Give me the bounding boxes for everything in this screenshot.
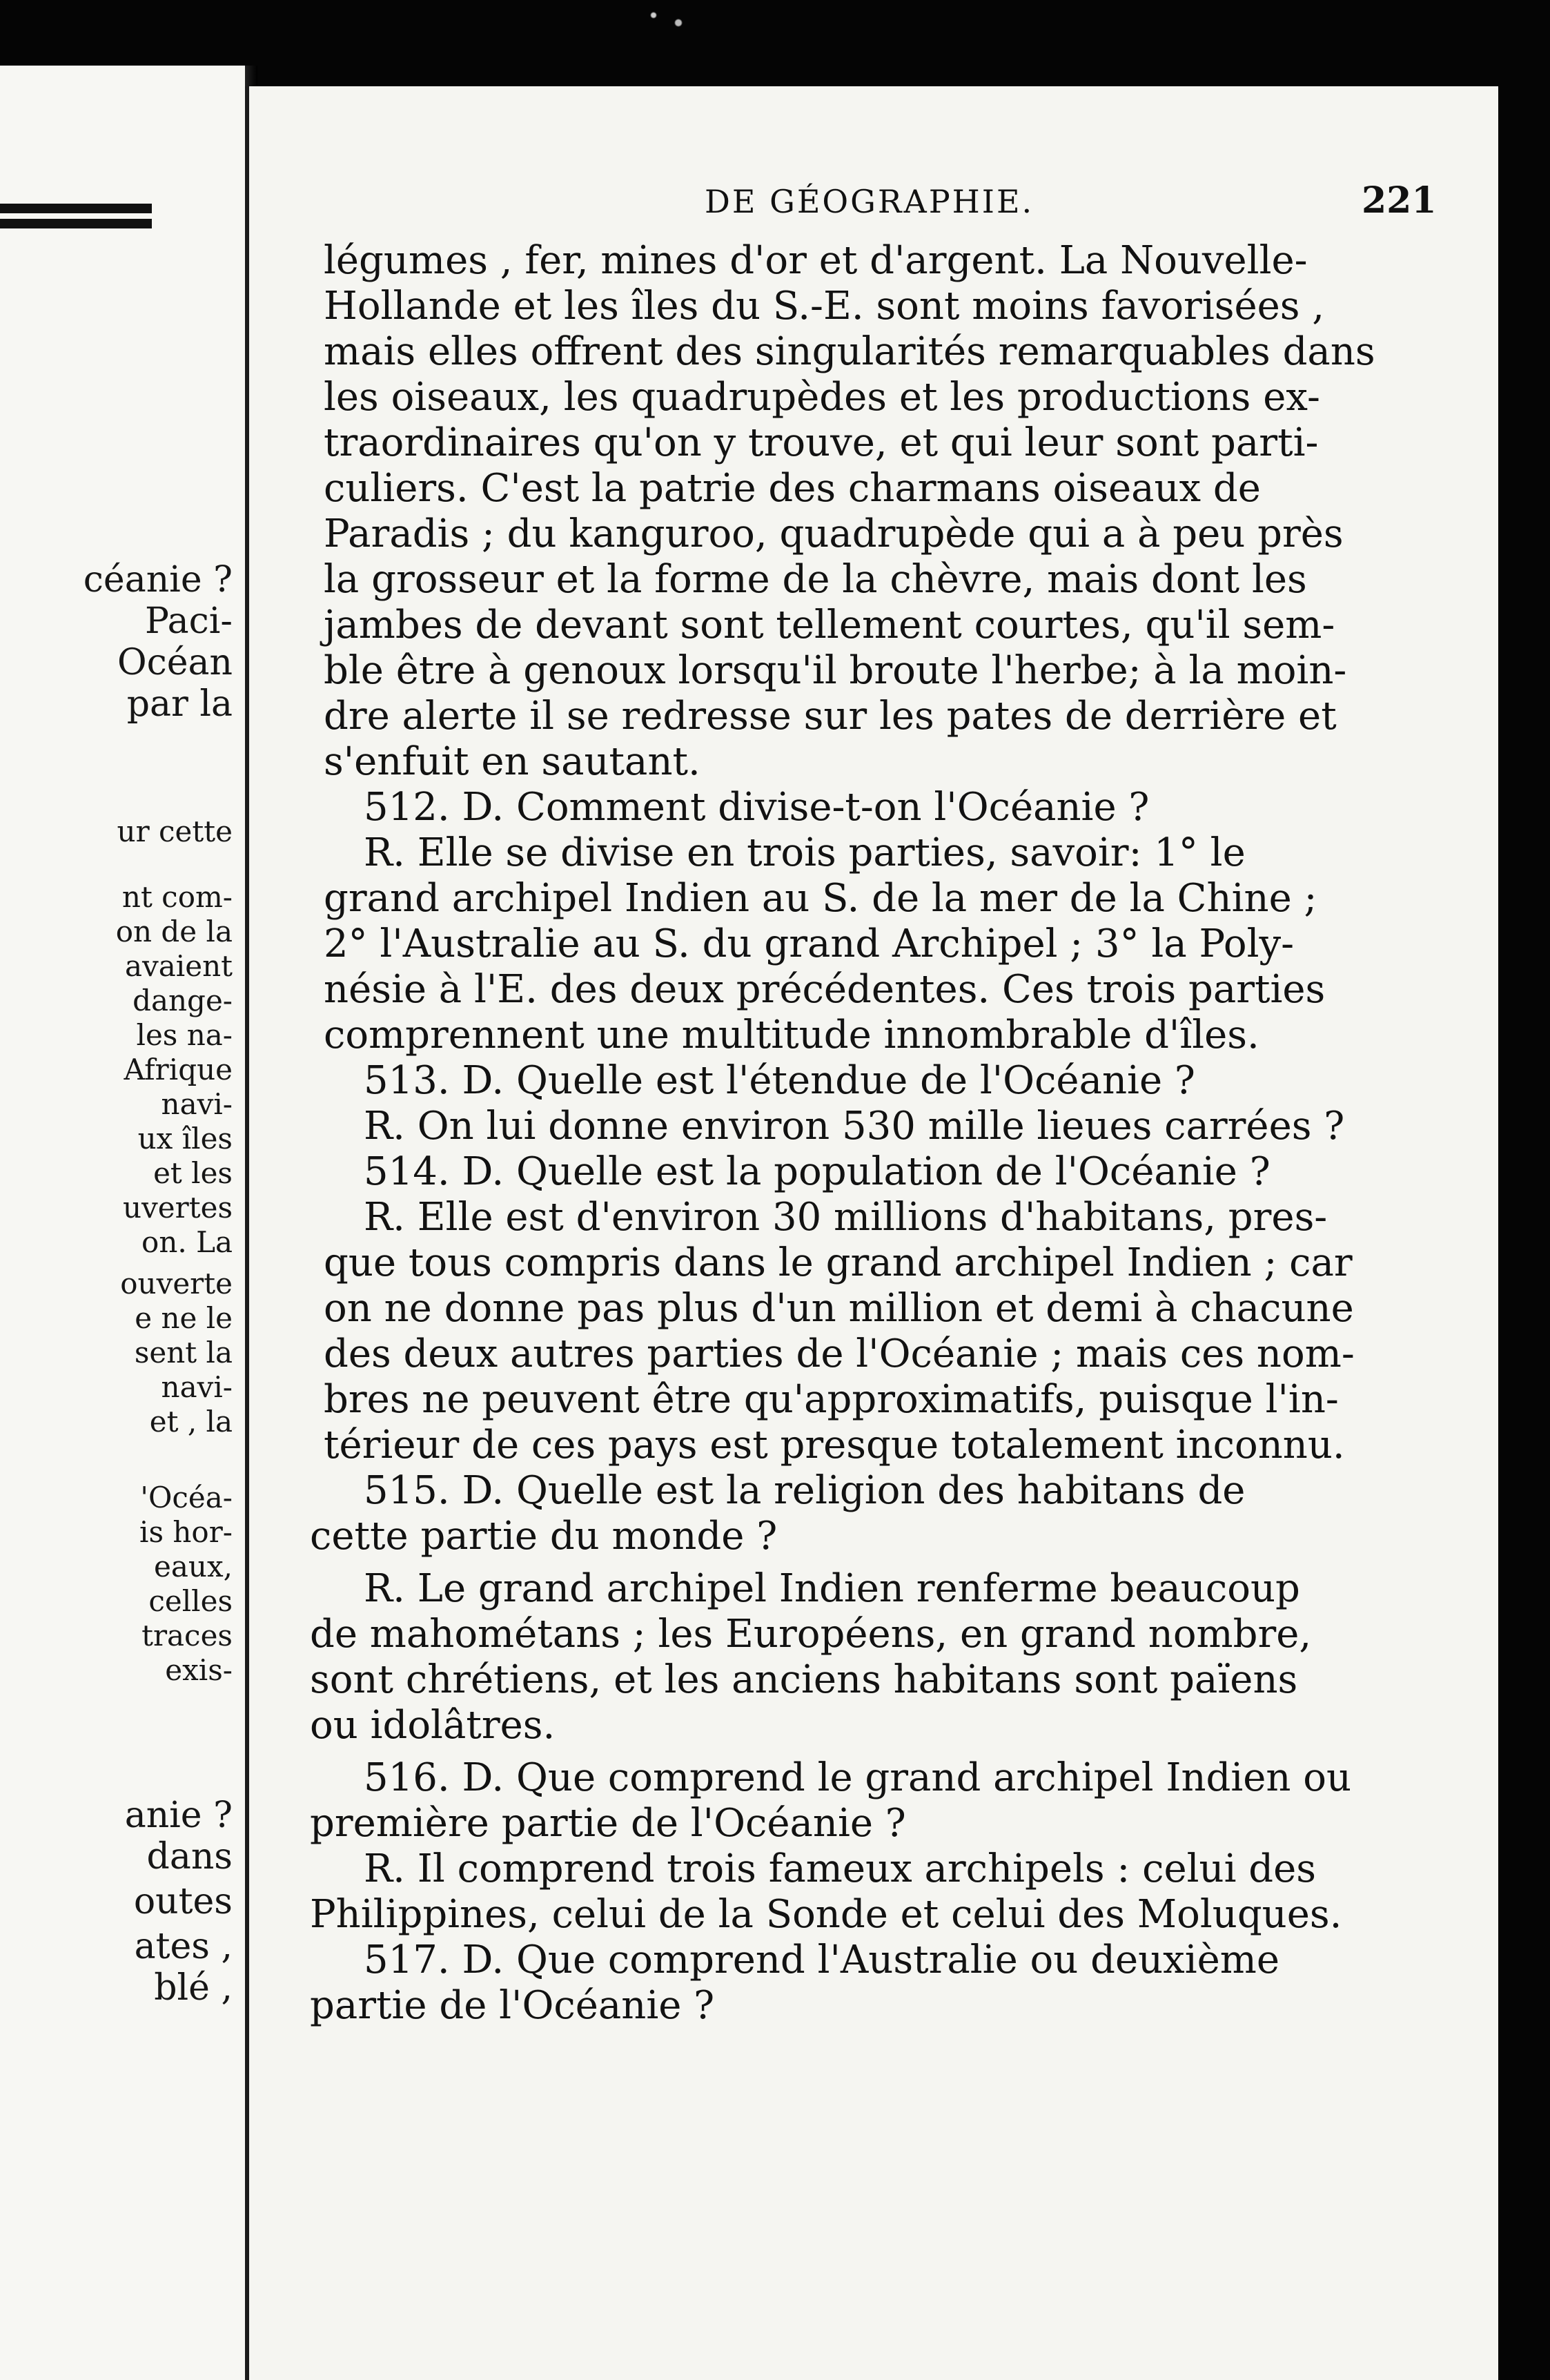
text-line: de mahométans ; les Européens, en grand nombre, [310, 1612, 1312, 1657]
left-page-fragment: ux îles [137, 1122, 233, 1155]
text-line: 514. D. Quelle est la population de l'Océanie ? [364, 1149, 1271, 1194]
page-number: 221 [1362, 179, 1437, 222]
text-line: la grosseur et la forme de la chèvre, mais dont les [324, 557, 1307, 602]
left-page-fragment: outes [133, 1881, 233, 1922]
left-page-fragment: Paci- [145, 601, 233, 642]
running-header: DE GÉOGRAPHIE. [705, 183, 1034, 220]
text-line: partie de l'Océanie ? [310, 1983, 715, 2028]
left-page-fragment: navi- [161, 1370, 233, 1404]
text-line: nésie à l'E. des deux précédentes. Ces trois parties [324, 967, 1326, 1012]
text-line: que tous compris dans le grand archipel Indien ; car [324, 1240, 1353, 1285]
left-page-fragment: e ne le [135, 1301, 233, 1335]
text-line: culiers. C'est la patrie des charmans oiseaux de [324, 466, 1261, 511]
text-line: 516. D. Que comprend le grand archipel Indien ou [364, 1755, 1352, 1800]
left-page-text-fragments [0, 66, 245, 2380]
text-line: ou idolâtres. [310, 1703, 556, 1748]
text-line: comprennent une multitude innombrable d'îles. [324, 1013, 1259, 1057]
text-line: 2° l'Australie au S. du grand Archipel ; 3° la Poly- [324, 921, 1295, 966]
left-page-fragment: les na- [136, 1018, 233, 1052]
left-page-fragment: sent la [134, 1336, 233, 1369]
left-page-fragment: et , la [149, 1405, 233, 1438]
left-page-fragment: et les [153, 1156, 233, 1190]
left-page-fragment: uvertes [123, 1191, 233, 1225]
left-page-fragment: on. La [141, 1225, 233, 1259]
text-line: sont chrétiens, et les anciens habitans sont païens [310, 1657, 1298, 1702]
text-line: R. Il comprend trois fameux archipels : celui des [364, 1846, 1317, 1891]
text-line: 517. D. Que comprend l'Australie ou deuxième [364, 1938, 1280, 1982]
text-line: des deux autres parties de l'Océanie ; mais ces nom- [324, 1332, 1355, 1376]
left-page-fragment: anie ? [124, 1795, 233, 1836]
left-page-fragment: navi- [161, 1087, 233, 1121]
left-page-fragment: blé , [154, 1967, 233, 2009]
left-page-fragment: dange- [133, 984, 233, 1017]
left-page-fragment: eaux, [154, 1550, 233, 1583]
left-page-fragment: ouverte [120, 1267, 233, 1300]
left-page-fragment: is hor- [139, 1515, 233, 1549]
text-line: 513. D. Quelle est l'étendue de l'Océanie ? [364, 1058, 1195, 1103]
text-line: R. On lui donne environ 530 mille lieues carrées ? [364, 1104, 1345, 1149]
text-line: Philippines, celui de la Sonde et celui des Moluques. [310, 1892, 1342, 1937]
left-page-fragment: 'Océa- [140, 1481, 233, 1514]
left-page-fragment: traces [141, 1619, 233, 1652]
text-line: ble être à genoux lorsqu'il broute l'herbe; à la moin- [324, 648, 1347, 693]
text-line: cette partie du monde ? [310, 1514, 778, 1559]
text-line: 515. D. Quelle est la religion des habitans de [364, 1468, 1246, 1513]
left-page-fragment: ates , [134, 1926, 233, 1967]
left-page-fragment: céanie ? [83, 559, 233, 601]
left-page [0, 66, 245, 2380]
left-page-fragment: par la [126, 683, 233, 725]
text-line: mais elles offrent des singularités remarquables dans [324, 329, 1375, 374]
text-line: les oiseaux, les quadrupèdes et les productions ex- [324, 375, 1320, 420]
left-page-fragment: on de la [115, 915, 233, 948]
left-page-fragment: Afrique [124, 1053, 233, 1086]
text-line: R. Le grand archipel Indien renferme beaucoup [364, 1566, 1300, 1611]
text-line: jambes de devant sont tellement courtes, qu'il sem- [324, 603, 1335, 647]
text-line: on ne donne pas plus d'un million et demi à chacune [324, 1286, 1354, 1331]
text-line: première partie de l'Océanie ? [310, 1801, 906, 1846]
left-page-fragment: avaient [124, 949, 233, 983]
left-page-fragment: ur cette [117, 815, 233, 848]
text-line: bres ne peuvent être qu'approximatifs, puisque l'in- [324, 1377, 1339, 1422]
text-line: térieur de ces pays est presque totalement inconnu. [324, 1423, 1345, 1467]
text-line: traordinaires qu'on y trouve, et qui leur sont parti- [324, 420, 1319, 465]
left-page-fragment: exis- [165, 1653, 233, 1687]
text-line: Hollande et les îles du S.-E. sont moins favorisées , [324, 284, 1325, 329]
text-line: grand archipel Indien au S. de la mer de la Chine ; [324, 876, 1317, 921]
left-page-fragment: dans [146, 1836, 233, 1877]
text-line: R. Elle est d'environ 30 millions d'habitans, pres- [364, 1195, 1328, 1240]
text-line: Paradis ; du kanguroo, quadrupède qui a à peu près [324, 511, 1344, 556]
text-line: dre alerte il se redresse sur les pates de derrière et [324, 694, 1337, 739]
right-page [245, 86, 1498, 2380]
left-page-fragment: nt com- [121, 880, 233, 914]
text-line: R. Elle se divise en trois parties, savoir: 1° le [364, 830, 1246, 875]
left-page-fragment: celles [148, 1584, 233, 1618]
scan-speck [635, 0, 697, 38]
text-line: 512. D. Comment divise-t-on l'Océanie ? [364, 785, 1150, 830]
left-page-fragment: Océan [117, 642, 233, 683]
text-line: légumes , fer, mines d'or et d'argent. La Nouvelle- [324, 238, 1308, 283]
text-line: s'enfuit en sautant. [324, 739, 700, 784]
